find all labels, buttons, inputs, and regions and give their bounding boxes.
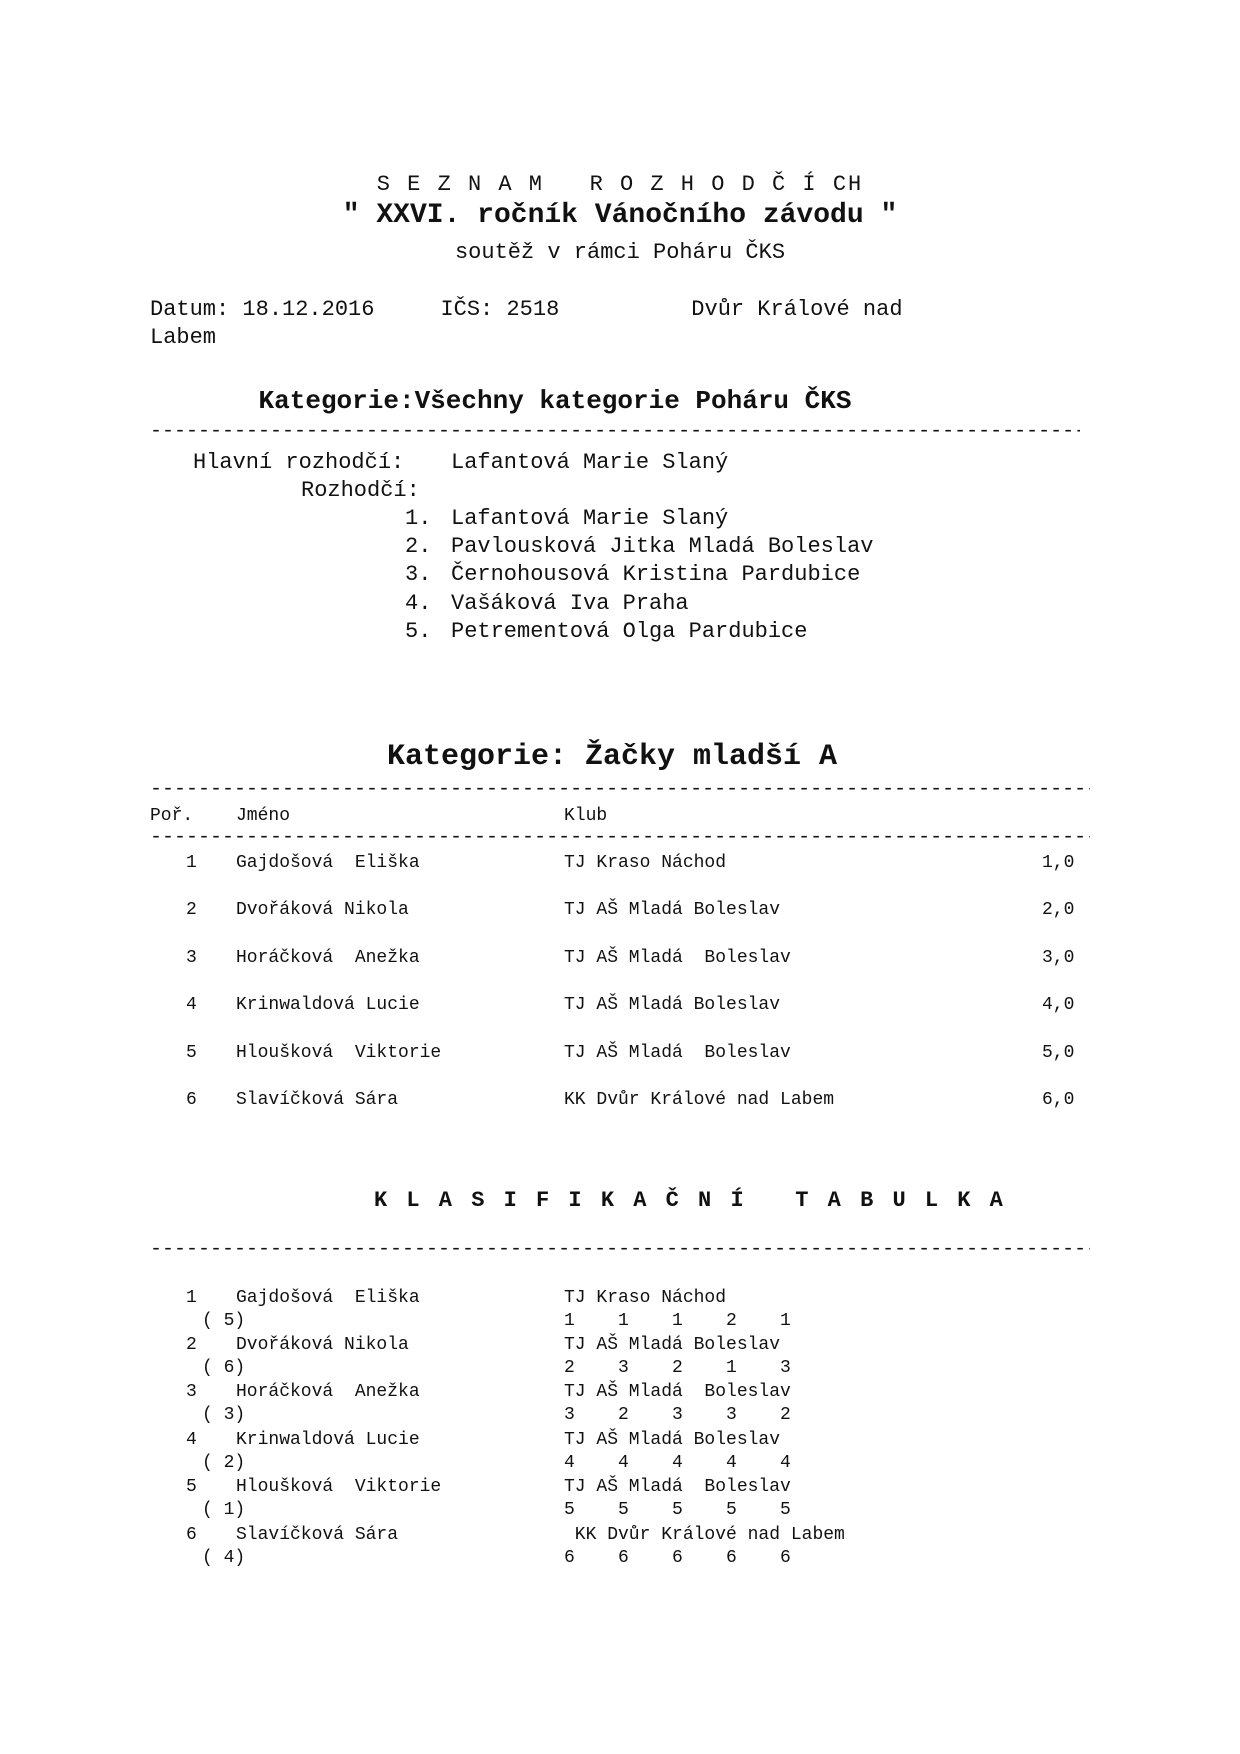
name-cell: Hloušková Viktorie <box>236 1477 442 1497</box>
name-cell: Gajdošová Eliška <box>236 1288 420 1308</box>
judge-number: 5. <box>405 619 432 644</box>
rank-cell: 5 <box>186 1043 197 1063</box>
club-cell: TJ AŠ Mladá Boleslav <box>564 1477 791 1497</box>
classification-title: K L A S I F I K A Č N Í T A B U L K A <box>374 1188 1006 1213</box>
club-cell: TJ AŠ Mladá Boleslav <box>564 1335 781 1355</box>
rank-cell: 4 <box>186 995 197 1015</box>
judge-number: 2. <box>405 534 432 559</box>
chief-judge-name: Lafantová Marie Slaný <box>451 450 729 475</box>
judge-number: 1. <box>405 506 432 531</box>
name-cell: Horáčková Anežka <box>236 1382 420 1402</box>
score-cell: 2,0 <box>1042 900 1075 920</box>
place-wrap: Labem <box>150 325 217 350</box>
name-cell: Slavíčková Sára <box>236 1090 399 1110</box>
rank-cell: 1 <box>186 1288 197 1308</box>
start-number-cell: ( 1) <box>202 1500 246 1520</box>
event-subtitle: soutěž v rámci Poháru ČKS <box>454 240 786 265</box>
club-cell: TJ AŠ Mladá Boleslav <box>564 995 781 1015</box>
start-number-cell: ( 5) <box>202 1311 246 1331</box>
score-cell: 4,0 <box>1042 995 1075 1015</box>
start-number-cell: ( 4) <box>202 1548 246 1568</box>
name-cell: Dvořáková Nikola <box>236 900 409 920</box>
event-name: " XXVI. ročník Vánočního závodu " <box>342 200 898 231</box>
rank-cell: 6 <box>186 1090 197 1110</box>
column-header-name: Jméno <box>236 806 291 826</box>
start-number-cell: ( 6) <box>202 1358 246 1378</box>
separator-line <box>150 780 1090 800</box>
name-cell: Hloušková Viktorie <box>236 1043 442 1063</box>
start-number-cell: ( 2) <box>202 1453 246 1473</box>
name-cell: Slavíčková Sára <box>236 1525 399 1545</box>
score-cell: 5,0 <box>1042 1043 1075 1063</box>
judges-category-title: Kategorie:Všechny kategorie Poháru ČKS <box>258 386 852 416</box>
name-cell: Horáčková Anežka <box>236 948 420 968</box>
club-cell: TJ AŠ Mladá Boleslav <box>564 1043 791 1063</box>
club-cell: TJ AŠ Mladá Boleslav <box>564 900 781 920</box>
judge-name: Černohousová Kristina Pardubice <box>451 562 861 587</box>
club-cell: TJ AŠ Mladá Boleslav <box>564 948 791 968</box>
list-title: S E Z N A M R O Z H O D Č Í CH <box>376 172 864 197</box>
club-cell: TJ AŠ Mladá Boleslav <box>564 1430 781 1450</box>
club-cell: TJ AŠ Mladá Boleslav <box>564 1382 791 1402</box>
name-cell: Krinwaldová Lucie <box>236 995 420 1015</box>
name-cell: Krinwaldová Lucie <box>236 1430 420 1450</box>
judge-name: Vašáková Iva Praha <box>451 591 689 616</box>
rank-cell: 4 <box>186 1430 197 1450</box>
club-cell: TJ Kraso Náchod <box>564 1288 727 1308</box>
judge-name: Lafantová Marie Slaný <box>451 506 729 531</box>
judges-label: Rozhodčí: <box>301 478 420 503</box>
placings-cell: 6 6 6 6 6 <box>564 1548 791 1568</box>
column-header-club: Klub <box>564 806 608 826</box>
placings-cell: 3 2 3 3 2 <box>564 1405 791 1425</box>
results-category-title: Kategorie: Žačky mladší A <box>386 740 838 774</box>
chief-judge-label: Hlavní rozhodčí: <box>193 450 405 475</box>
rank-cell: 3 <box>186 1382 197 1402</box>
club-cell: KK Dvůr Králové nad Labem <box>564 1525 845 1545</box>
judge-name: Pavlousková Jitka Mladá Boleslav <box>451 534 874 559</box>
separator-line <box>150 422 1080 442</box>
placings-cell: 1 1 1 2 1 <box>564 1311 791 1331</box>
rank-cell: 3 <box>186 948 197 968</box>
placings-cell: 4 4 4 4 4 <box>564 1453 791 1473</box>
date-line: Datum: 18.12.2016 IČS: 2518 Dvůr Králové nad <box>150 297 903 322</box>
start-number-cell: ( 3) <box>202 1405 246 1425</box>
name-cell: Dvořáková Nikola <box>236 1335 409 1355</box>
judge-number: 4. <box>405 591 432 616</box>
rank-cell: 2 <box>186 1335 197 1355</box>
judge-number: 3. <box>405 562 432 587</box>
rank-cell: 5 <box>186 1477 197 1497</box>
placings-cell: 2 3 2 1 3 <box>564 1358 791 1378</box>
score-cell: 6,0 <box>1042 1090 1075 1110</box>
score-cell: 1,0 <box>1042 853 1075 873</box>
judge-name: Petrementová Olga Pardubice <box>451 619 808 644</box>
score-cell: 3,0 <box>1042 948 1075 968</box>
separator-line <box>150 1240 1090 1260</box>
placings-cell: 5 5 5 5 5 <box>564 1500 791 1520</box>
rank-cell: 6 <box>186 1525 197 1545</box>
rank-cell: 2 <box>186 900 197 920</box>
column-header-rank: Poř. <box>150 806 194 826</box>
name-cell: Gajdošová Eliška <box>236 853 420 873</box>
club-cell: KK Dvůr Králové nad Labem <box>564 1090 835 1110</box>
rank-cell: 1 <box>186 853 197 873</box>
club-cell: TJ Kraso Náchod <box>564 853 727 873</box>
separator-line <box>150 828 1090 848</box>
